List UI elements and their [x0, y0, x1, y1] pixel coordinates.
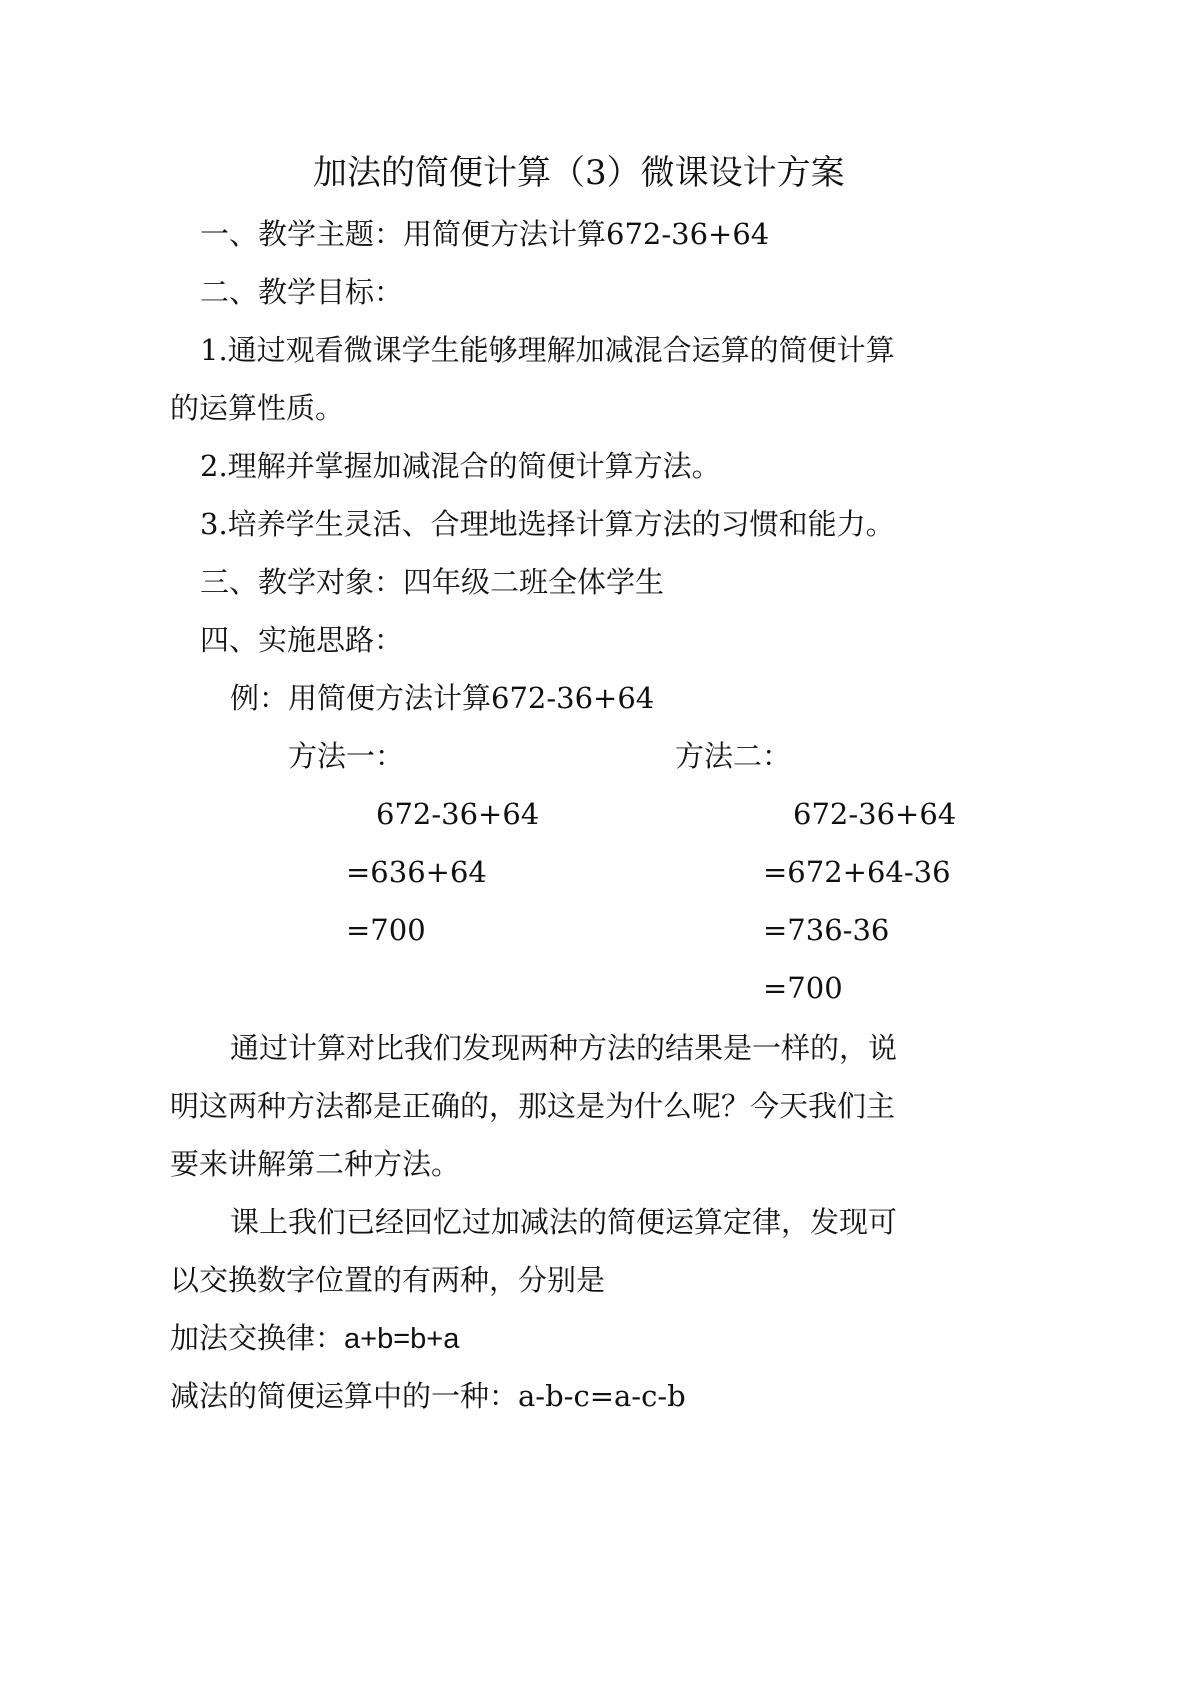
- example-line: 例：用简便方法计算672-36+64: [230, 681, 655, 715]
- law-2-formula: a-b-c=a-c-b: [518, 1379, 686, 1413]
- method-1-step: =636+64: [346, 855, 487, 889]
- method-1-step: 672-36+64: [376, 797, 540, 831]
- law-2-label: 减法的简便运算中的一种：: [170, 1379, 519, 1413]
- method-2-label: 方法二：: [675, 739, 792, 773]
- goal-1-line-1: 1.通过观看微课学生能够理解加减混合运算的简便计算: [200, 333, 895, 367]
- method-2-step: 672-36+64: [793, 797, 957, 831]
- addition-commutative-law: [170, 1320, 459, 1357]
- paragraph-1-line-3: 要来讲解第二种方法。: [170, 1147, 461, 1181]
- law-1-formula: a+b=b+a: [344, 1323, 460, 1355]
- method-1-step: =700: [346, 913, 426, 947]
- goal-3: 3.培养学生灵活、合理地选择计算方法的习惯和能力。: [200, 507, 895, 541]
- method-2-step: =736-36: [763, 913, 890, 947]
- teaching-goals-heading: 二、教学目标：: [200, 275, 404, 309]
- method-2-step: =700: [763, 971, 843, 1005]
- method-2-step: =672+64-36: [763, 855, 951, 889]
- teaching-theme: 一、教学主题：用简便方法计算672-36+64: [200, 217, 770, 251]
- implementation-heading: 四、实施思路：: [200, 623, 404, 657]
- subtraction-simplification-law: [170, 1378, 686, 1414]
- teaching-audience: 三、教学对象：四年级二班全体学生: [200, 565, 665, 599]
- goal-2: 2.理解并掌握加减混合的简便计算方法。: [200, 449, 721, 483]
- paragraph-1-line-1: 通过计算对比我们发现两种方法的结果是一样的，说: [230, 1031, 898, 1065]
- document-title: 加法的简便计算（3）微课设计方案: [313, 153, 845, 193]
- method-1-label: 方法一：: [288, 739, 405, 773]
- law-1-label: 加法交换律：: [170, 1321, 345, 1355]
- goal-1-line-2: 的运算性质。: [170, 391, 345, 425]
- paragraph-1-line-2: 明这两种方法都是正确的，那这是为什么呢？今天我们主: [170, 1089, 896, 1123]
- paragraph-2-line-2: 以交换数字位置的有两种，分别是: [170, 1263, 606, 1297]
- paragraph-2-line-1: 课上我们已经回忆过加减法的简便运算定律，发现可: [230, 1205, 898, 1239]
